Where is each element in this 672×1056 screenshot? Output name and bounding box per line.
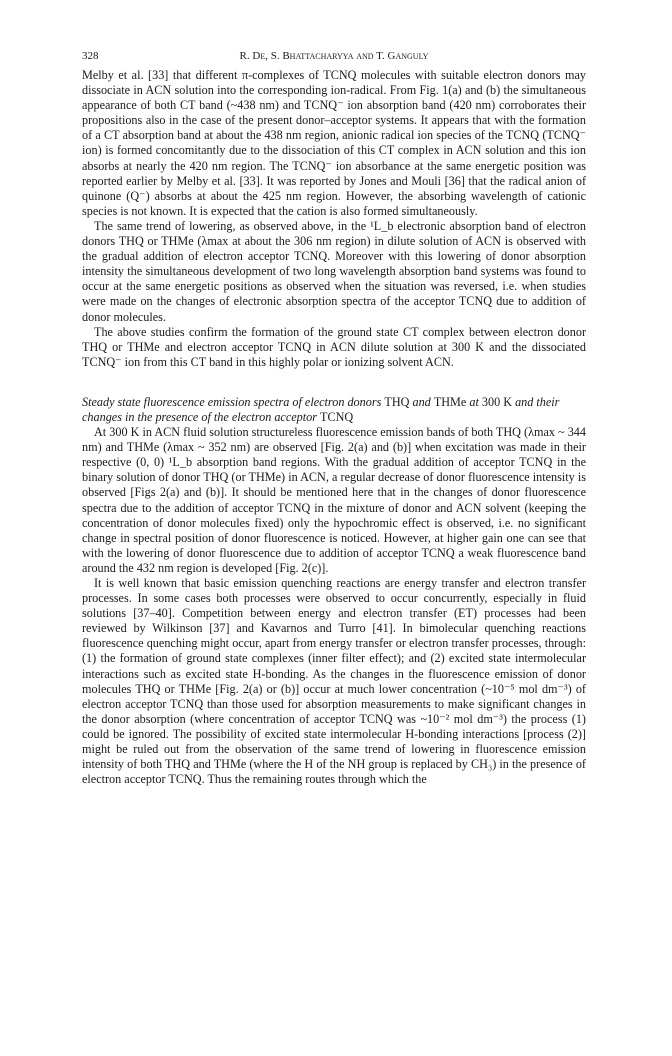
paragraph-4: At 300 K in ACN fluid solution structureless fluorescence emission bands of both THQ (λmax ~ 344 nm) and THMe (λmax ~ 352 nm) are observed [Fig. 2(a) and (b)] when excitation was made in their respective (0, 0) ¹L_b absorption band regions. With the gradual addition of acceptor TCNQ in the binary solution of donor THQ (or THMe) in ACN, a regular decrease of donor fluorescence intensity is observed [Figs 2(a) and (b)]. It should be mentioned here that in the changes of donor fluorescence spectra due to the addition of acceptor TCNQ in the mixture of donor and ACN solvent (keeping the concentration of donor molecules fixed) only the hypochromic effect is observed, i.e. no significant change in spectral position of donor fluorescence is noticed. However, at higher gain one can see that with the lowering of donor fluorescence due to addition of acceptor TCNQ a weak fluorescence band around the 432 nm region is developed [Fig. 2(c)]. (82, 425, 586, 575)
section-heading (82, 395, 586, 425)
page-number: 328 (82, 50, 99, 62)
heading-segment: 300 K (481, 394, 513, 409)
paragraph-3: The above studies confirm the formation of the ground state CT complex between electron donor THQ or THMe and electron acceptor TCNQ in ACN dilute solution at 300 K and the dissociated TCNQ⁻ ion from this CT band in this highly polar or ionizing solvent ACN. (82, 324, 586, 369)
heading-segment: TCNQ (320, 409, 354, 424)
heading-segment: Steady state fluorescence emission spectra of electron donors (82, 394, 385, 409)
page-header (82, 50, 586, 68)
paragraph-1: Melby et al. [33] that different π-complexes of TCNQ molecules with suitable electron donors may dissociate in ACN solution into the corresponding ion-radical. From Fig. 1(a) and (b) the simultaneous appearance of both CT band (~438 nm) and TCNQ⁻ ion absorption band (420 nm) corroborates their propositions also in the case of the present donor–acceptor systems. It appears that with the formation of a CT absorption band at about the 438 nm region, anionic radical ion species of the TCNQ (TCNQ⁻ ion) is formed concomitantly due to the dissociation of this CT complex in ACN solution and this ion absorbs at nearly the 420 nm region. The TCNQ⁻ ion absorbance at the same energetic position was reported earlier by Melby et al. [33]. It was reported by Jones and Mouli [36] that the radical anion of quinone (Q⁻) absorbs at about the 425 nm region. However, the absorbing wavelength of cationic species is not known. It is expected that the cation is also formed simultaneously. (82, 68, 586, 218)
heading-segment: THQ (384, 394, 410, 409)
heading-segment: THMe (433, 394, 467, 409)
heading-segment: and (409, 394, 434, 409)
running-title: R. De, S. Bhattacharyya and T. Ganguly (239, 50, 429, 62)
paragraph-2: The same trend of lowering, as observed above, in the ¹L_b electronic absorption band of electron donors THQ or THMe (λmax at about the 306 nm region) in dilute solution of ACN is observed with the gradual addition of electron acceptor TCNQ. Moreover with this lowering of donor absorption intensity the simultaneous development of two long wavelength absorption band systems was found to occur at the same energetic positions as observed when the situation was reversed, i.e. when studies were made on the changes of electronic absorption spectra of the acceptor TCNQ due to addition of donor molecules. (82, 218, 586, 324)
page (82, 50, 586, 787)
paragraph-5: It is well known that basic emission quenching reactions are energy transfer and electron transfer processes. In some cases both processes were observed to occur concurrently, especially in fluid solutions [37–40]. Competition between energy and electron transfer (ET) processes had been reviewed by Wilkinson [37] and Kavarnos and Turro [41]. In bimolecular quenching reactions fluorescence quenching might occur, apart from energy transfer or electron transfer processes, through: (1) the formation of ground state complexes (inner filter effect); and (2) excited state intermolecular interactions such as excited state H-bonding. As the changes in the fluorescence emission of donor molecules THQ or THMe [Fig. 2(a) or (b)] occur at much lower concentration (~10⁻⁵ mol dm⁻³) of electron acceptor TCNQ than those used for absorption measurements to make significant changes in the donor absorption (where concentration of acceptor TCNQ was ~10⁻² mol dm⁻³) the process (1) could be ignored. The possibility of excited state intermolecular H-bonding interactions [process (2)] might be ruled out from the observation of the same trend of lowering in fluorescence emission intensity of both THQ and THMe (where the H of the NH group is replaced by CH₃) in the presence of electron acceptor TCNQ. Thus the remaining routes through which the (82, 576, 586, 787)
heading-segment: and their changes in the presence of the electron acceptor (82, 394, 560, 424)
heading-segment: at (466, 394, 482, 409)
